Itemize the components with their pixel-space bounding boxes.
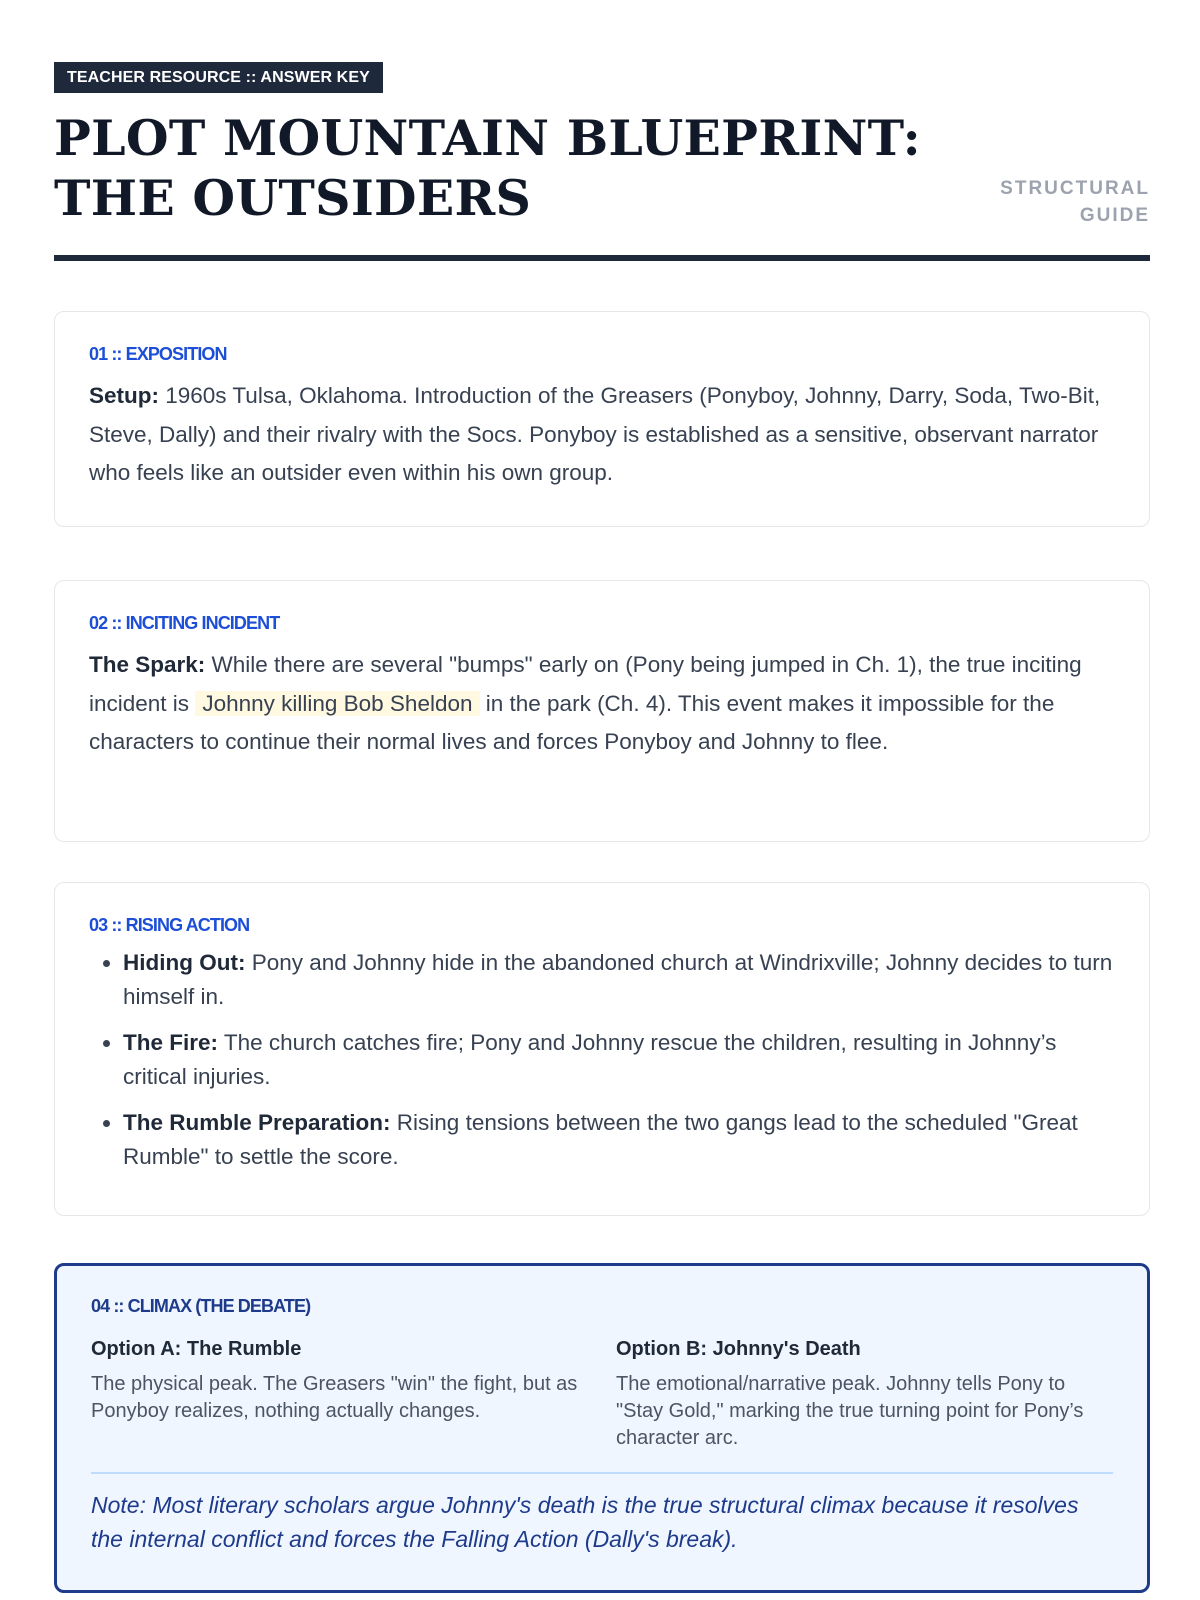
list-item-label: The Rumble Preparation: — [123, 1110, 391, 1135]
inciting-text — [89, 646, 1115, 762]
exposition-body: 1960s Tulsa, Oklahoma. Introduction of the Greasers (Ponyboy, Johnny, Darry, Soda, Two-Bit, Steve, Dally) and their rivalry with the Socs. Ponyboy is established as a sensitive, observant narrator who feels like an outsider even within his own group. — [89, 383, 1101, 485]
option-a-text: The physical peak. The Greasers "win" the fight, but as Ponyboy realizes, nothing actually changes. — [91, 1373, 578, 1422]
option-b-title: Option B: Johnny's Death — [616, 1338, 861, 1360]
inciting-label: The Spark: — [89, 652, 206, 677]
list-item — [123, 1026, 1115, 1094]
inciting-incident-card — [54, 580, 1150, 842]
exposition-text — [89, 377, 1115, 493]
exposition-heading: 01 :: EXPOSITION — [89, 344, 227, 364]
rising-action-list — [89, 946, 1115, 1174]
inciting-highlight: Johnny killing Bob Sheldon — [195, 691, 479, 716]
list-item-text: Rising tensions between the two gangs lead to the scheduled "Great Rumble" to settle the score. — [123, 1110, 1078, 1169]
inciting-heading: 02 :: INCITING INCIDENT — [89, 613, 280, 633]
list-item-text: The church catches fire; Pony and Johnny rescue the children, resulting in Johnny’s critical injuries. — [123, 1030, 1057, 1089]
option-a-title: Option A: The Rumble — [91, 1338, 302, 1360]
rising-action-card — [54, 882, 1150, 1216]
list-item-label: Hiding Out: — [123, 950, 246, 975]
exposition-card — [54, 311, 1150, 527]
option-b-text: The emotional/narrative peak. Johnny tells Pony to "Stay Gold," marking the true turning point for Pony’s character arc. — [616, 1373, 1084, 1449]
page-subtitle: STRUCTURAL GUIDE — [1000, 178, 1150, 226]
climax-card — [54, 1263, 1150, 1593]
resource-badge: TEACHER RESOURCE :: ANSWER KEY — [54, 62, 383, 93]
list-item-label: The Fire: — [123, 1030, 219, 1055]
inciting-body-start: While there are several "bumps" early on (Pony being jumped in Ch. 1), the true inciting incident is — [89, 652, 1082, 716]
list-item — [123, 946, 1115, 1014]
climax-option-a — [91, 1338, 588, 1452]
inciting-body-end: in the park (Ch. 4). This event makes it impossible for the characters to continue their normal lives and forces Ponyboy and Johnny to flee. — [89, 690, 1055, 754]
climax-heading: 04 :: CLIMAX (THE DEBATE) — [91, 1296, 311, 1316]
climax-divider — [91, 1472, 1113, 1474]
list-item-text: Pony and Johnny hide in the abandoned church at Windrixville; Johnny decides to turn himself in. — [123, 950, 1113, 1009]
rising-heading: 03 :: RISING ACTION — [89, 915, 250, 935]
climax-option-b — [616, 1338, 1113, 1452]
header-divider — [54, 255, 1150, 261]
climax-options — [91, 1338, 1113, 1452]
list-item — [123, 1106, 1115, 1174]
page-title: PLOT MOUNTAIN BLUEPRINT: THE OUTSIDERS — [54, 109, 922, 227]
climax-note: Note: Most literary scholars argue Johnny's death is the true structural climax because it resolves the internal conflict and forces the Falling Action (Dally's break). — [91, 1492, 1079, 1552]
exposition-label: Setup: — [89, 383, 159, 408]
